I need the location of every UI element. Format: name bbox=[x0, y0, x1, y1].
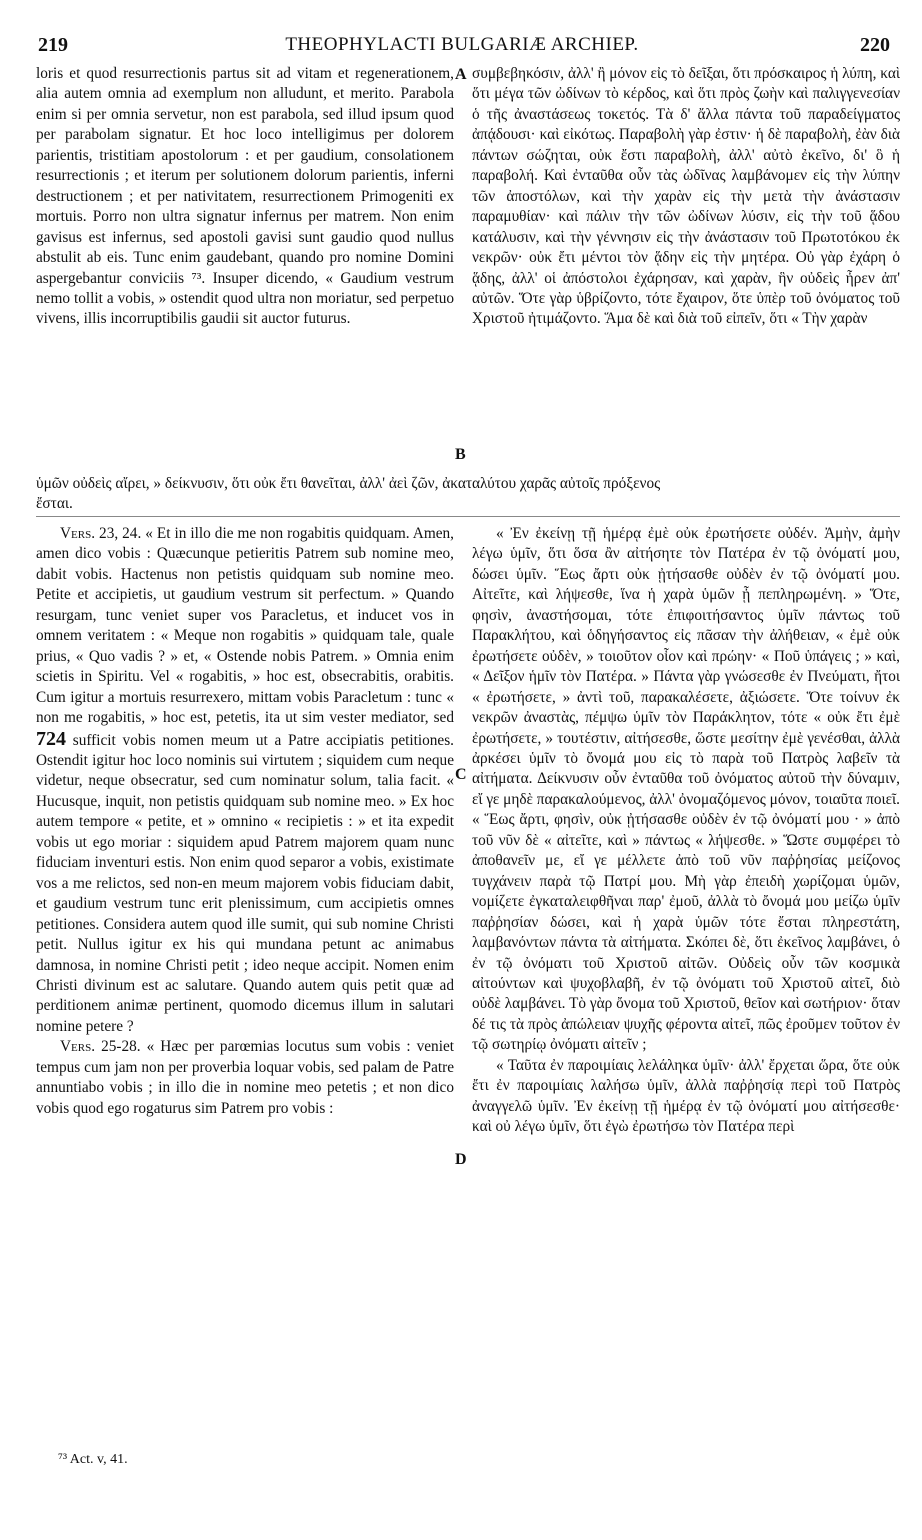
verse-text: « Et in illo die me non rogabitis quidquam. Amen, amen dico vobis : Quæcunque petieritis Patrem sub nomine meo, dabit vobis. Hactenus non petistis quidquam sub nomine meo. Petite et accipietis, ut gaudium vestrum sit perfectum. » Quando resurgam, tunc veniet super vos Paracletus, et inducet vos in omnem veritatem : « Meque non rogabitis » quidquam tale, quale prius, « Quo vadis ? » et, « Ostende nobis Patrem. » Omnia enim scietis in Spiritu. Vel « rogabitis, » hoc est, obsecrabitis, orabitis. Cum igitur a mortuis resurrexero, mittam vobis Paracletum : tunc « non me rogabitis, » hoc est, petetis, ita ut sim vester mediator, sed bbox=[36, 525, 454, 727]
verse-text: « Hæc per parœmias locutus sum vobis : veniet tempus cum jam non per proverbia loquar vobis, sed palam de Patre annuntiabo vobis ; in illo die in nomine meo petetis ; et non dico vobis quod ego rogaturus sim Patrem pro vobis : bbox=[36, 1038, 454, 1117]
greek-paragraph: « Ἐν ἐκείνῃ τῇ ἡμέρᾳ ἐμὲ οὐκ ἐρωτήσετε οὐδέν. Ἀμὴν, ἀμὴν λέγω ὑμῖν, ὅτι ὅσα ἂν αἰτήσητε τὸν Πατέρα ἐν τῷ ὀνόματί μου, δώσει ὑμῖν. Ἕως ἄρτι οὐκ ᾐτήσασθε οὐδὲν ἐν τῷ ὀνόματί μου. Αἰτεῖτε, καὶ λήψεσθε, ἵνα ἡ χαρὰ ὑμῶν ᾖ πεπληρωμένη. » Ὅτε, φησὶν, ἀναστήσομαι, τότε ἐπιφοιτήσαντος ὑμῖν πάντως τοῦ Παρακλήτου, καὶ ὁδηγήσαντος εἰς πᾶσαν τὴν ἀλήθειαν, « ἐμὲ οὐκ ἐρωτήσετε οὐδὲν, » τοιοῦτον οἷον καὶ πρώην· « Ποῦ ὑπάγεις ; » καὶ, « Δεῖξον ἡμῖν τὸν Πατέρα. » Πάντα γὰρ γνώσεσθε ἐν Πνεύματι, ἤτοι « ἐρωτήσετε, » ἀντὶ τοῦ, παρακαλέσετε, ἀξιώσετε. Ὅτε τοίνυν ἐκ νεκρῶν ἀναστὰς, πέμψω ὑμῖν τὸν Παράκλητον, τότε « οὐκ ἔτι ἐμὲ ἐρωτήσετε, » τουτέστιν, αἰτήσεσθε, ὥστε μεσίτην ἐμὲ γενέσθαι, ἀλλὰ ἀρκέσει ὑμῖν τὸ ὄνομά μου εἰς τὸ παρὰ τοῦ Πατρὸς λαβεῖν τὰ αἰτήματα. Δείκνυσιν οὖν ἐνταῦθα τοῦ ὀνόματος αὐτοῦ τὴν δύναμιν, εἴ γε μηδὲ παρακαλούμενος, ἀλλ' ὀνομαζόμενος μόνον, τοιαῦτα ποιεῖ. « Ἕως ἄρτι, φησὶν, οὐκ ᾐτήσασθε οὐδὲν ἐν τῷ ὀνόματί μου · » ἀπὸ τοῦ νῦν δὲ « αἰτεῖτε, καὶ » πάντως « λήψεσθε. » Ὥστε συμφέρει τὸ ἀποθανεῖν με, εἴ γε μέλλετε ἀπὸ τοῦ νῦν παῤῥησίας μείζονος τυγχάνειν παρὰ τῷ Πατρί μου. Μὴ γὰρ ἐπειδὴ χωρίζομαι ὑμῶν, νομίζετε ἐγκαταλειφθῆναι παρ' ἐμοῦ, ἀλλὰ τὸ ὄνομά μου μείζω ὑμῖν παῤῥησίαν δώσει, καὶ ἡ χαρὰ ὑμῶν τότε ἔσται πληρεστάτη, λαμβανόντων πάντα τὰ αἰτήματα. Σκόπει δὲ, ὅτι ἐκεῖνος λαμβάνει, ὁ ἐν τῷ ὀνόματι τοῦ Χριστοῦ αἰτῶν. Οὐδεὶς οὖν τῶν κοσμικὰ αἰτούντων καὶ ψυχοβλαβῆ, ἐν τῷ ὀνόματι τοῦ Χριστοῦ αἰτεῖ, διὸ οὐδὲ λαμβάνει. Τὸ γὰρ ὄνομα τοῦ Χριστοῦ, θεῖον καὶ σωτήριον· ὅταν δέ τις τὰ πρὸς ἀπώλειαν ψυχῆς φέροντα αἰτεῖ, πῶς ἐροῦμεν τοῦτον ἐν τῷ σωτηρίῳ ὀνόματι αἰτεῖν ; bbox=[472, 525, 900, 1054]
greek-paragraph: συμβεβηκόσιν, ἀλλ' ἢ μόνον εἰς τὸ δεῖξαι, ὅτι πρόσκαιρος ἡ λύπη, καὶ ὅτι μέγα τῶν ὠδίνων τὸ κέρδος, καὶ ὅτι πρὸς ζωὴν καὶ παλιγγενεσίαν ὁ τῆς ἀναστάσεως τοκετός. Τὰ δ' ἄλλα πάντα τοῦ παραδείγματος ἀπᾴδουσι· καὶ εἰκότως. Παραβολὴ γὰρ ἐστιν· ἡ δὲ παραβολὴ, ἐὰν διὰ πάντων σώζηται, οὐκ ἔστι παραβολὴ, ἀλλ' αὐτὸ ἐκεῖνο, δι' ὃ ἡ παραβολή. Καὶ ἐνταῦθα οὖν τὰς ὠδῖνας λαμβάνομεν εἰς τὴν λύπην τῶν ἀποστόλων, καὶ τὴν χαρὰν εἰς τὴν μετὰ τὴν ἀνάστασιν παραμυθίαν· καὶ πάλιν τὴν τῶν ὠδίνων λύσιν, εἰς τὴν τοῦ ᾅδου κατάλυσιν, καὶ τὴν γέννησιν εἰς τὴν ἀνάστασιν τοῦ Πρωτοτόκου ἐκ νεκρῶν· οὐκ ἔτι μέντοι τὸν ᾅδην εἰς τὴν μητέρα. Οὐ γὰρ ἐχάρη ὁ ᾅδης, ἀλλ' οἱ ἀπόστολοι ἐχάρησαν, καὶ χαρὰν, ἣν οὐδεὶς ἦρεν ἀπ' αὐτῶν. Ὅτε γὰρ ὑβρίζοντο, τότε ἔχαιρον, ὅτε ὑπὲρ τοῦ ὀνόματος τοῦ Χριστοῦ ἠτιμάζοντο. Ἅμα δὲ καὶ διὰ τοῦ εἰπεῖν, ὅτι « Τὴν χαρὰν bbox=[472, 65, 900, 328]
footnote: ⁷³ Act. v, 41. bbox=[58, 1452, 128, 1467]
column-number: 724 bbox=[36, 727, 66, 750]
section-divider bbox=[36, 516, 900, 517]
spanning-greek-line-end: ἔσται. bbox=[36, 495, 73, 512]
latin-verse-25-28 bbox=[36, 1037, 454, 1119]
running-header bbox=[30, 34, 894, 60]
verse-label: Vers. 23, 24. bbox=[60, 525, 142, 542]
verse-label: Vers. 25-28. bbox=[60, 1038, 141, 1056]
greek-paragraph: « Ταῦτα ἐν παροιμίαις λελάληκα ὑμῖν· ἀλλ' ἔρχεται ὥρα, ὅτε οὐκ ἔτι ἐν παροιμίαις λαλήσω ὑμῖν, ἀλλὰ παῤῥησίᾳ περὶ τοῦ Πατρὸς ἀναγγελῶ ὑμῖν. Ἐν ἐκείνῃ τῇ ἡμέρᾳ ἐν τῷ ὀνόματί μου αἰτήσεσθε· καὶ οὐ λέγω ὑμῖν, ὅτι ἐγὼ ἐρωτήσω τὸν Πατέρα περὶ bbox=[472, 1056, 900, 1136]
latin-column-top bbox=[36, 64, 454, 330]
verse-text-continued: sufficit vobis nomen meum ut a Patre accipiatis petitiones. Ostendit igitur hoc loco nominis sui virtutem ; siquidem cum neque videtur, neque obsecratur, sed cum nominatur solum, talia facit. « Hucusque, inquit, non petistis quidquam sub nomine meo. » Ex hoc autem tempore « petite, et » omnino « recipietis : » et ita expedit vobis ut ego moriar : siquidem apud Patrem majorem quam nunc fiduciam inventuri estis. Non enim quod separor a vobis, existimate vos a me relictos, sed non-en meum majorem vobis fiduciam dabit, et gaudium vestrum tunc erit plenissimum, cum accipietis omnes petitiones. Considera autem quod ille sumit, qui sub nomine Christi petit. Nullus igitur ex his qui mundana petunt ac animabus damnosa, in nomine Christi petit ; ideo neque accipit. Nomen enim Christi divinum est ac salutare. Quando autem quis petit quæ ad perditionem animæ pertinent, quomodo dicemus illum in salutari nomine petere ? bbox=[36, 731, 454, 1035]
margin-marker-c: C bbox=[455, 766, 467, 783]
margin-marker-a: A bbox=[455, 66, 467, 83]
right-page-number: 220 bbox=[860, 34, 890, 56]
latin-column-bottom bbox=[36, 524, 454, 1119]
latin-paragraph: loris et quod resurrectionis partus sit ad vitam et regenerationem, alia autem omnia ad exemplum non alludunt, et merito. Parabola enim si per omnia servetur, non est parabola, sed illud ipsum quod per parabolam signatur. Et hoc loco intelligimus per dolorem parientis, tristitiam apostolorum : et per gaudium, consolationem resurrectionis ; et iterum per solutionem dolorum parientis, inferni destructionem ; et per nativitatem, resurrectionem Primogeniti ex mortuis. Porro non ultra signatur infernus per matrem. Non enim gavisus est infernus, sed apostoli gavisi sunt gaudio quod nullus abstulit ab eis. Tunc enim gaudebant, quando pro nomine Domini aspergebantur conviciis ⁷³. Insuper dicendo, « Gaudium vestrum nemo tollit a vobis, » ostendit quod ultra non moriatur, sed perpetuo vivens, illis incorruptibilis gaudii sit auctor futurus. bbox=[36, 65, 454, 328]
left-page-number: 219 bbox=[38, 34, 68, 56]
greek-column-top bbox=[472, 64, 900, 330]
spanning-greek-line: ὑμῶν οὐδεὶς αἴρει, » δείκνυσιν, ὅτι οὐκ ἔτι θανεῖται, ἀλλ' ἀεὶ ζῶν, ἀκαταλύτου χαρᾶς αὐτοῖς πρόξενος bbox=[36, 475, 661, 492]
margin-marker-b: B bbox=[455, 446, 466, 463]
greek-column-bottom bbox=[472, 524, 900, 1138]
running-title: THEOPHYLACTI BULGARIÆ ARCHIEP. bbox=[285, 34, 639, 55]
margin-marker-d: D bbox=[455, 1151, 467, 1168]
latin-verse-23-24 bbox=[36, 524, 454, 1037]
